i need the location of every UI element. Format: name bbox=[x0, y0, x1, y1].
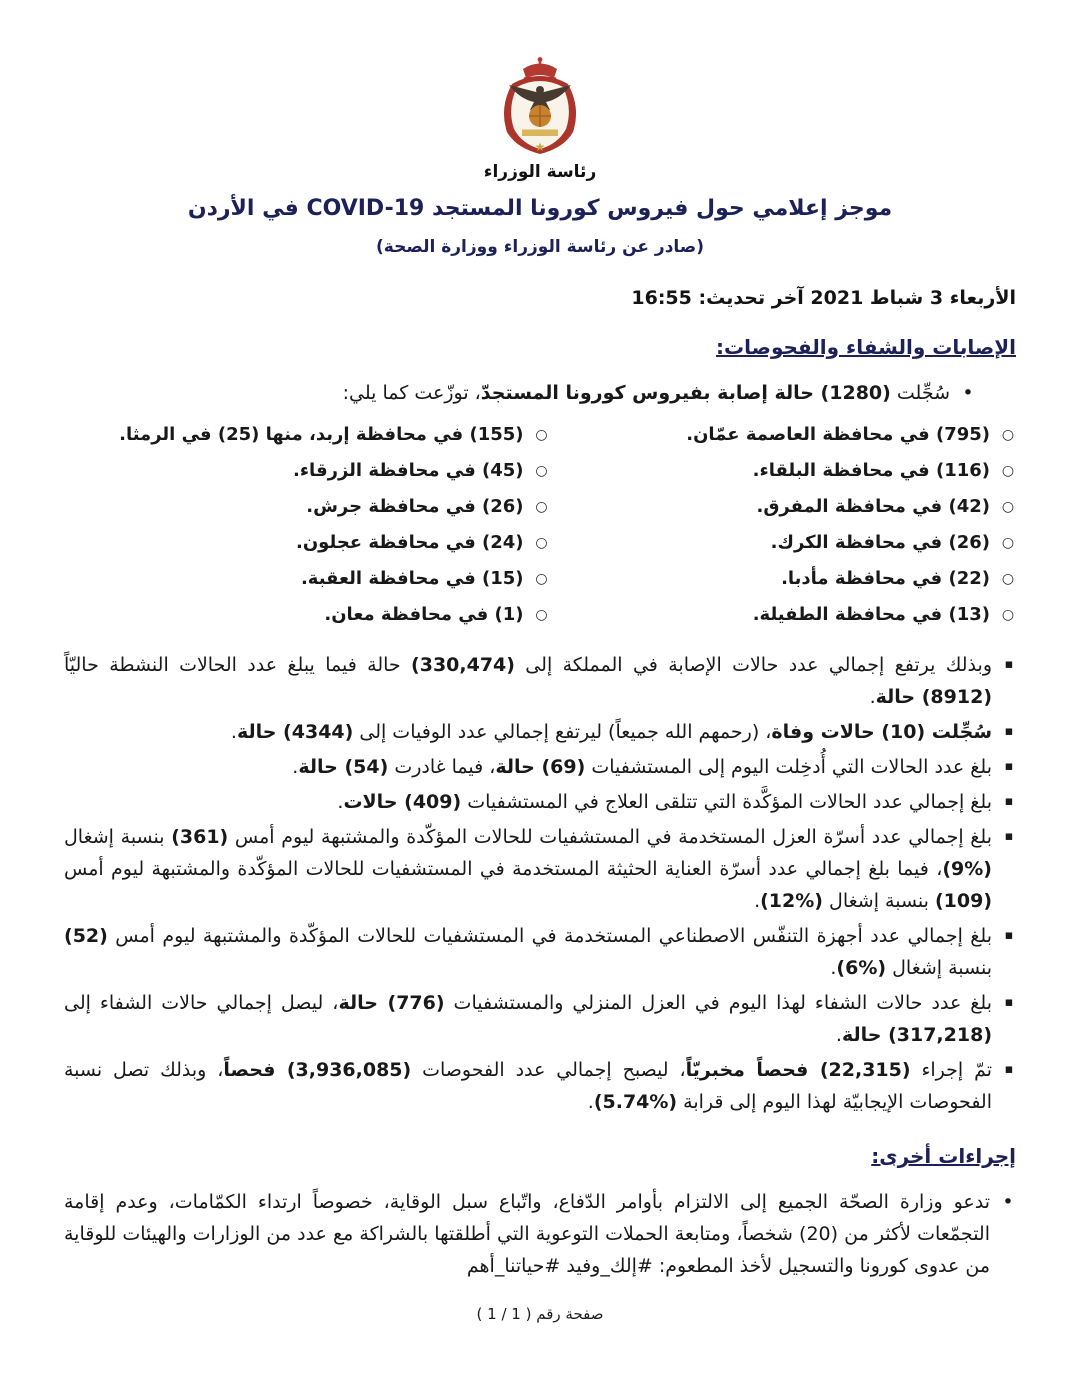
stat-item bbox=[64, 751, 1016, 783]
stat-item bbox=[64, 1054, 1016, 1118]
bullet-icon: ○ bbox=[535, 535, 548, 551]
item-text: سُجِّلت (10) حالات وفاة، (رحمهم الله جميعاً) ليرتفع إجمالي عدد الوفيات إلى (4344) حالة. bbox=[230, 721, 992, 743]
governorate-item bbox=[550, 453, 1016, 489]
governorate-item bbox=[64, 525, 550, 561]
item-text: (26) في محافظة جرش. bbox=[306, 496, 524, 517]
jordan-crest-icon bbox=[490, 56, 590, 160]
section-header-cases: الإصابات والشفاء والفحوصات: bbox=[716, 335, 1016, 359]
bullet-icon: ▪ bbox=[1004, 928, 1014, 943]
item-text: (1) في محافظة معان. bbox=[324, 604, 524, 625]
item-text: بلغ إجمالي عدد أسرّة العزل المستخدمة في المستشفيات للحالات المؤكّدة والمشتبهة ليوم أمس (361) بنسبة إشغال (%9)، فيما بلغ إجمالي عدد أسرّة العناية الحثيثة المستخدمة في المستشفيات للحالات المؤكّدة والمشتبهة ليوم أمس (109) بنسبة إشغال (%12). bbox=[64, 826, 992, 912]
bullet-disc-icon: • bbox=[962, 382, 974, 404]
bullet-icon: ▪ bbox=[1004, 724, 1014, 739]
bullet-icon: ○ bbox=[535, 607, 548, 623]
bullet-icon: ▪ bbox=[1004, 759, 1014, 774]
item-text: تمّ إجراء (22,315) فحصاً مخبريّاً، ليصبح إجمالي عدد الفحوصات (3,936,085) فحصاً، وبذلك تصل نسبة الفحوصات الإيجابيّة لهذا اليوم إلى قرابة (%5.74). bbox=[64, 1059, 992, 1113]
bullet-icon: ○ bbox=[1001, 427, 1015, 443]
bullet-icon: ▪ bbox=[1004, 1062, 1014, 1077]
bullet-disc-icon: • bbox=[1002, 1191, 1014, 1213]
governorate-item bbox=[64, 561, 550, 597]
page-title: موجز إعلامي حول فيروس كورونا المستجد COVID-19 في الأردن bbox=[187, 196, 893, 221]
ribbon-shape bbox=[522, 130, 558, 137]
bullet-icon: ○ bbox=[1001, 499, 1015, 515]
item-text: (45) في محافظة الزرقاء. bbox=[293, 460, 524, 481]
bullet-icon: ○ bbox=[1001, 463, 1015, 479]
document-header bbox=[64, 56, 1016, 309]
logo-caption: رئاسة الوزراء bbox=[483, 162, 597, 182]
page-subtitle: (صادر عن رئاسة الوزراء ووزارة الصحة) bbox=[376, 237, 704, 257]
governorate-columns bbox=[64, 417, 1016, 633]
bullet-icon: ▪ bbox=[1004, 995, 1014, 1010]
stat-item bbox=[64, 649, 1016, 713]
bullet-icon: ▪ bbox=[1004, 794, 1014, 809]
governorate-item bbox=[64, 453, 550, 489]
stat-item bbox=[64, 716, 1016, 748]
item-text: (42) في محافظة المفرق. bbox=[756, 496, 990, 517]
jordan-coat-of-arms-logo bbox=[64, 56, 1016, 182]
item-text: (15) في محافظة العقبة. bbox=[300, 568, 524, 589]
item-text: بلغ إجمالي عدد أجهزة التنفّس الاصطناعي المستخدمة في المستشفيات للحالات المؤكّدة والمشتبهة ليوم أمس (52) بنسبة إشغال (%6). bbox=[64, 925, 992, 979]
bullet-icon: ○ bbox=[1001, 535, 1015, 551]
governorate-item bbox=[550, 489, 1016, 525]
intro-text: سُجِّلت (1280) حالة إصابة بفيروس كورونا المستجدّ، توزّعت كما يلي: bbox=[342, 382, 950, 404]
document-body bbox=[64, 335, 1016, 1282]
item-text: (795) في محافظة العاصمة عمّان. bbox=[686, 424, 990, 445]
item-text: وبذلك يرتفع إجمالي عدد حالات الإصابة في المملكة إلى (330,474) حالة فيما يبلغ عدد الحالات النشطة حاليّاً (8912) حالة. bbox=[64, 654, 992, 708]
item-text: (24) في محافظة عجلون. bbox=[295, 532, 524, 553]
item-text: بلغ عدد الحالات التي أُدخِلت اليوم إلى المستشفيات (69) حالة، فيما غادرت (54) حالة. bbox=[292, 756, 992, 778]
bullet-icon: ▪ bbox=[1004, 657, 1014, 672]
governorate-column-right bbox=[550, 417, 1016, 633]
item-text: (155) في محافظة إربد، منها (25) في الرمثا. bbox=[119, 424, 524, 445]
stats-list bbox=[64, 649, 1016, 1118]
section-header-measures: إجراءات أخرى: bbox=[871, 1144, 1016, 1168]
bullet-icon: ▪ bbox=[1004, 829, 1014, 844]
governorate-item bbox=[550, 525, 1016, 561]
page-number: صفحة رقم ( 1 / 1 ) bbox=[476, 1305, 604, 1323]
bullet-icon: ○ bbox=[535, 499, 548, 515]
governorate-item bbox=[550, 597, 1016, 633]
item-text: بلغ إجمالي عدد الحالات المؤكَّدة التي تتلقى العلاج في المستشفيات (409) حالات. bbox=[337, 791, 992, 813]
date-line: الأربعاء 3 شباط 2021 آخر تحديث: 16:55 bbox=[631, 287, 1016, 309]
governorate-item bbox=[64, 489, 550, 525]
bullet-icon: ○ bbox=[1001, 571, 1015, 587]
governorate-column-left bbox=[64, 417, 550, 633]
bullet-icon: ○ bbox=[535, 463, 548, 479]
stat-item bbox=[64, 987, 1016, 1051]
item-text: (13) في محافظة الطفيلة. bbox=[752, 604, 990, 625]
governorate-item bbox=[550, 561, 1016, 597]
star-icon: ★ bbox=[534, 140, 546, 154]
intro-bullet-row bbox=[64, 377, 1016, 409]
governorate-item bbox=[64, 597, 550, 633]
measures-bullet-row bbox=[64, 1186, 1016, 1282]
item-text: (26) في محافظة الكرك. bbox=[770, 532, 990, 553]
item-text: بلغ عدد حالات الشفاء لهذا اليوم في العزل المنزلي والمستشفيات (776) حالة، ليصل إجمالي حالات الشفاء إلى (317,218) حالة. bbox=[64, 992, 992, 1046]
governorate-item bbox=[550, 417, 1016, 453]
bullet-icon: ○ bbox=[535, 571, 548, 587]
stat-item bbox=[64, 786, 1016, 818]
stat-item bbox=[64, 920, 1016, 984]
bullet-icon: ○ bbox=[1001, 607, 1015, 623]
governorate-item bbox=[64, 417, 550, 453]
item-text: (116) في محافظة البلقاء. bbox=[752, 460, 990, 481]
measures-text: تدعو وزارة الصحّة الجميع إلى الالتزام بأوامر الدّفاع، واتّباع سبل الوقاية، خصوصاً ارتداء الكمّامات، وعدم إقامة التجمّعات لأكثر من (20) شخصاً، ومتابعة الحملات التوعوية التي أطلقتها بالشراكة مع عدد من الوزارات والهيئات للوقاية من عدوى كورونا والتسجيل لأخذ المطعوم: #إلك_وفيد #حياتنا_أهم bbox=[64, 1191, 990, 1277]
bullet-icon: ○ bbox=[535, 427, 548, 443]
item-text: (22) في محافظة مأدبا. bbox=[781, 568, 990, 589]
stat-item bbox=[64, 821, 1016, 917]
